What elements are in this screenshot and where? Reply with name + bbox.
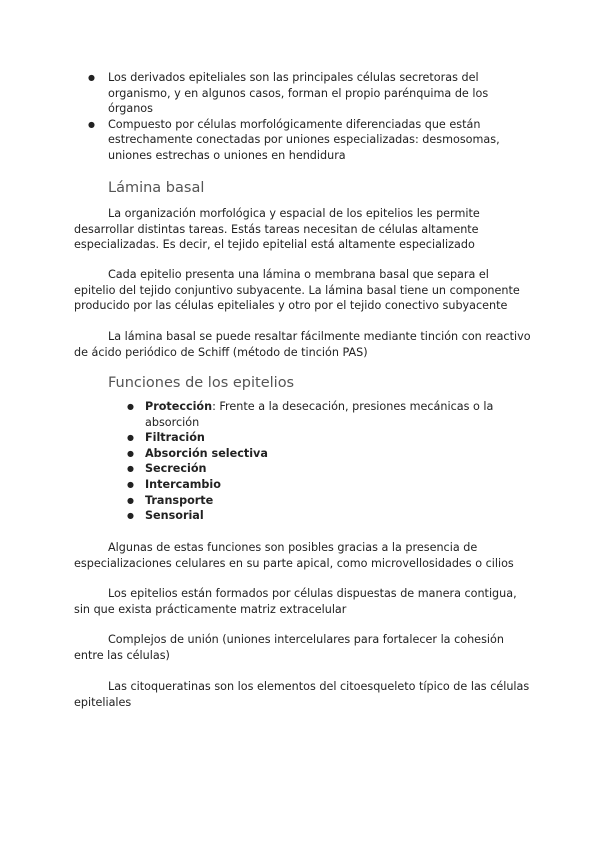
- list-item: [127, 493, 507, 509]
- paragraph: Las citoqueratinas son los elementos del citoesqueleto típico de las células epiteliales: [74, 680, 530, 709]
- paragraph: Los epitelios están formados por células dispuestas de manera contigua, sin que exista prácticamente matriz extracelular: [74, 587, 517, 616]
- paragraph: La organización morfológica y espacial de los epitelios les permite desarrollar distintas tareas. Estás tareas necesitan de células altamente especializadas. Es decir, el tejido epitelial está altamente especializado: [74, 207, 480, 252]
- list-item: [127, 446, 507, 462]
- list-item: [127, 477, 507, 493]
- intro-bullet-list: [88, 70, 508, 164]
- function-term: Transporte: [145, 493, 214, 507]
- function-term: Protección: [145, 400, 213, 413]
- paragraph: Algunas de estas funciones son posibles gracias a la presencia de especializaciones celulares en su parte apical, como microvellosidades o cilios: [74, 541, 514, 570]
- function-term: Filtración: [145, 431, 205, 445]
- function-term: Intercambio: [145, 477, 221, 491]
- list-item: [127, 399, 507, 430]
- list-item: [127, 508, 507, 524]
- function-term: Secreción: [145, 462, 207, 476]
- list-item: [127, 430, 507, 446]
- function-term: Absorción selectiva: [145, 446, 268, 460]
- list-item: ● Los derivados epiteliales son las principales células secretoras del organismo, y en algunos casos, forman el propio parénquima de los órganos: [88, 70, 508, 117]
- list-item: [127, 461, 507, 477]
- section-heading-funciones: Funciones de los epitelios: [108, 375, 295, 391]
- funciones-list: [127, 399, 507, 524]
- function-term: Sensorial: [145, 509, 204, 523]
- paragraph: Complejos de unión (uniones intercelulares para fortalecer la cohesión entre las células): [74, 633, 504, 662]
- paragraph: Cada epitelio presenta una lámina o membrana basal que separa el epitelio del tejido conjuntivo subyacente. La lámina basal tiene un componente producido por las células epiteliales y otro por el tejido conectivo subyacente: [74, 268, 520, 313]
- section-heading-lamina-basal: Lámina basal: [108, 180, 205, 196]
- paragraph: La lámina basal se puede resaltar fácilmente mediante tinción con reactivo de ácido periódico de Schiff (método de tinción PAS): [74, 330, 531, 359]
- list-item: ● Compuesto por células morfológicamente diferenciadas que están estrechamente conectadas por uniones especializadas: desmosomas, uniones estrechas o uniones en hendidura: [88, 117, 508, 164]
- function-description: : Frente a la desecación, presiones mecánicas o la absorción: [145, 400, 494, 429]
